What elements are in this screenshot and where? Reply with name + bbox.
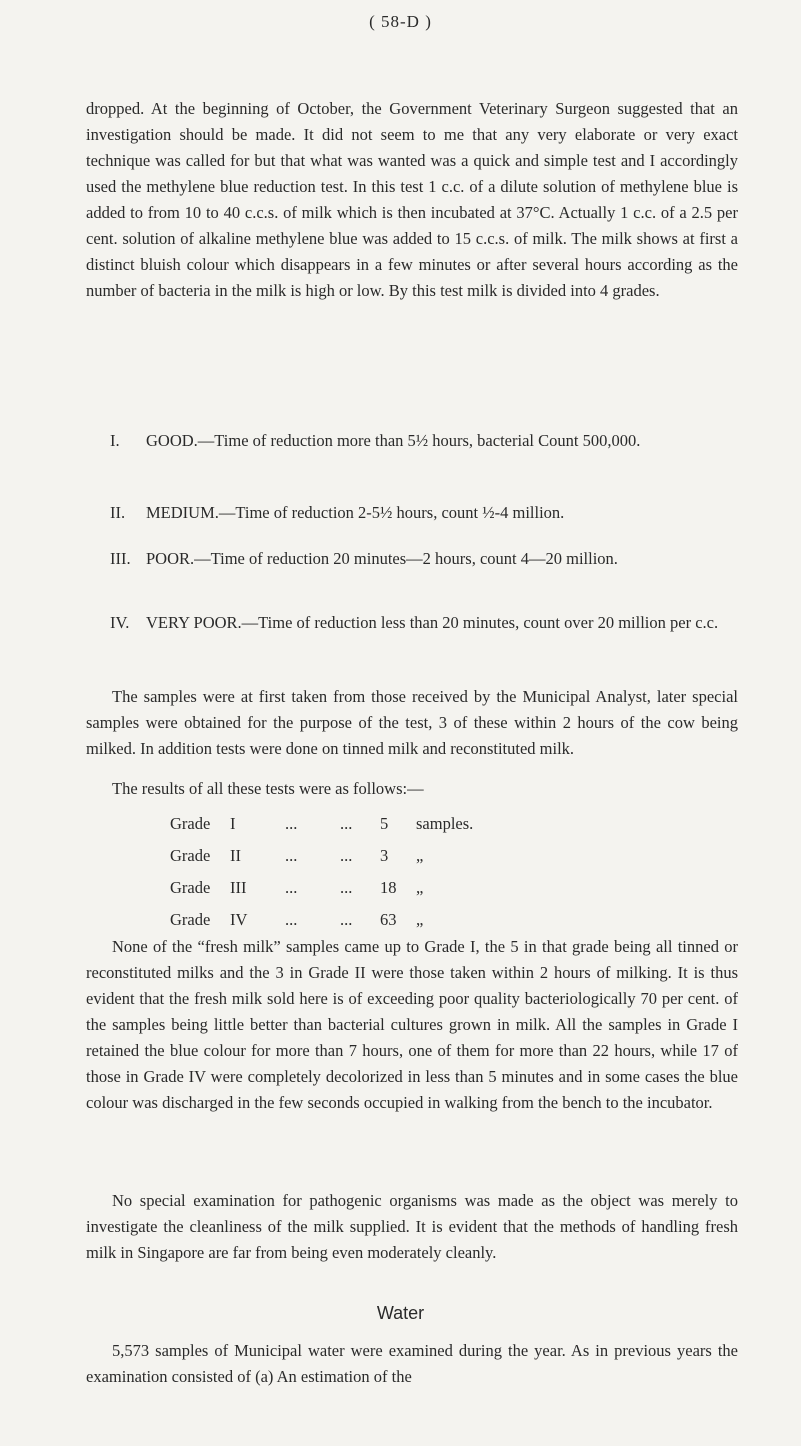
sample-count: 18 <box>380 878 397 897</box>
leader-dots: ... <box>340 846 353 865</box>
grade-item-1 <box>110 428 736 454</box>
grade-item-3 <box>110 546 736 572</box>
grade-number: II. <box>110 503 126 522</box>
grade-text: GOOD.—Time of reduction more than 5½ hours, bacterial Count 500,000. <box>146 431 641 450</box>
water-paragraph: 5,573 samples of Municipal water were examined during the year. As in previous years the examination consisted of (a) An estimation of the <box>86 1341 738 1386</box>
sample-unit: „ <box>416 878 424 897</box>
leader-dots: ... <box>340 814 353 833</box>
grade-roman: III <box>230 878 247 897</box>
water-heading: Water <box>376 1303 425 1323</box>
sample-unit: samples. <box>416 814 474 833</box>
grade-label: Grade <box>170 910 211 929</box>
samples-paragraph: The samples were at first taken from those received by the Municipal Analyst, later special samples were obtained for the purpose of the test, 3 of these within 2 hours of the cow being milked. In addition tests were done on tinned milk and reconstituted milk. <box>86 687 738 758</box>
grade-label: Grade <box>170 846 211 865</box>
sample-count: 3 <box>380 846 389 865</box>
grade-item-4 <box>110 610 736 636</box>
sample-count: 5 <box>380 814 389 833</box>
grade-number: IV. <box>110 613 130 632</box>
leader-dots: ... <box>340 878 353 897</box>
grade-roman: IV <box>230 910 248 929</box>
grade-label: Grade <box>170 878 211 897</box>
grade-item-2 <box>110 500 736 526</box>
grade-text: MEDIUM.—Time of reduction 2-5½ hours, count ½-4 million. <box>146 503 565 522</box>
grade-text: VERY POOR.—Time of reduction less than 20 minutes, count over 20 million per c.c. <box>146 613 719 632</box>
leader-dots: ... <box>340 910 353 929</box>
leader-dots: ... <box>285 878 298 897</box>
sample-unit: „ <box>416 846 424 865</box>
intro-paragraph: dropped. At the beginning of October, the Government Veterinary Surgeon suggested that an investigation should be made. It did not seem to me that any very elaborate or very exact technique was called for but that what was wanted was a quick and simple test and I accordingly used the methylene blue reduction test. In this test 1 c.c. of a dilute solution of methylene blue is added to from 10 to 40 c.c.s. of milk which is then incubated at 37°C. Actually 1 c.c. of a 2.5 per cent. solution of alkaline methylene blue was added to 15 c.c.s. of milk. The milk shows at first a distinct bluish colour which disappears in a few minutes or after several hours according as the number of bacteria in the milk is high or low. By this test milk is divided into 4 grades. <box>86 99 738 300</box>
fresh-milk-paragraph: None of the “fresh milk” samples came up to Grade I, the 5 in that grade being all tinned or reconstituted milks and the 3 in Grade II were those taken within 2 hours of milking. It is thus evident that the fresh milk sold here is of exceeding poor quality bacteriologically 70 per cent. of the samples being little better than bacterial cultures grown in milk. All the samples in Grade I retained the blue colour for more than 7 hours, one of them for more than 22 hours, while 17 of those in Grade IV were completely decolorized in less than 5 minutes and in some cases the blue colour was discharged in the few seconds occupied in walking from the bench to the incubator. <box>86 937 738 1112</box>
results-intro: The results of all these tests were as follows:— <box>112 779 424 798</box>
leader-dots: ... <box>285 846 298 865</box>
grade-number: I. <box>110 431 120 450</box>
grade-number: III. <box>110 549 131 568</box>
sample-count: 63 <box>380 910 397 929</box>
sample-unit: „ <box>416 910 424 929</box>
leader-dots: ... <box>285 910 298 929</box>
page-number: ( 58-D ) <box>369 12 432 31</box>
pathogenic-paragraph: No special examination for pathogenic organisms was made as the object was merely to investigate the cleanliness of the milk supplied. It is evident that the methods of handling fresh milk in Singapore are far from being even moderately cleanly. <box>86 1191 738 1262</box>
grade-label: Grade <box>170 814 211 833</box>
grade-roman: I <box>230 814 236 833</box>
leader-dots: ... <box>285 814 298 833</box>
grade-text: POOR.—Time of reduction 20 minutes—2 hours, count 4—20 million. <box>146 549 618 568</box>
grade-roman: II <box>230 846 241 865</box>
